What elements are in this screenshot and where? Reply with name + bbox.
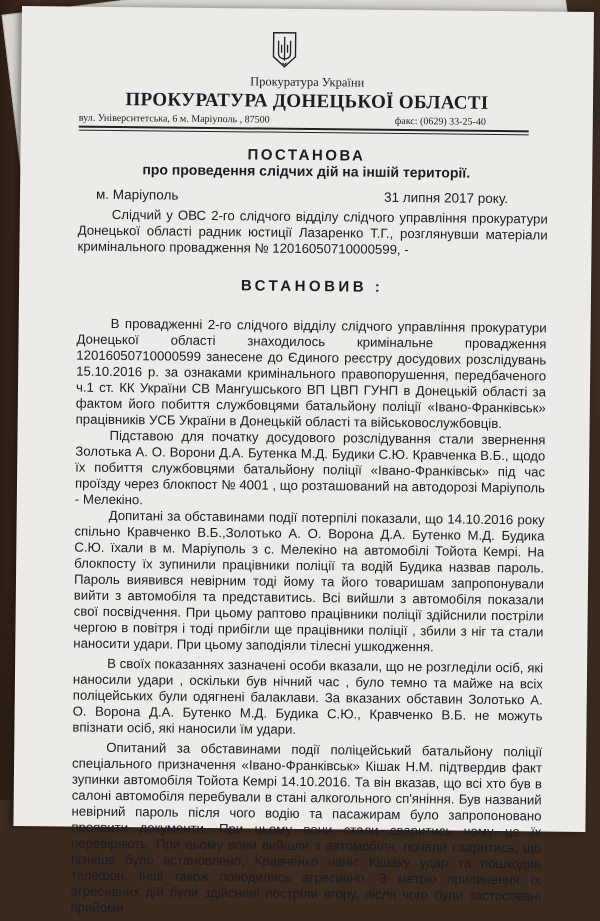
trident-emblem-icon (271, 31, 297, 69)
paragraph: Опитаний за обставинами події поліцейський батальйону поліції спеціального призначення «Івано-Франківськ» Кішак Н.М. підтвердив факт зупинки автомобіля Тойота Кемрі 14.10.2016. Та він вказав, що всі хто був в салоні автомобіля перебували в стані алкогольного сп'яніння. Був названий невірний пароль після чого водію та пасажирам було запропоновано проявити документи. При цьому вони стали сваритись чому це їх перевіряють. При цьому вони вийшли з автомобіля, почали сваритись, що пізніше було встановлено, Кравченко наніс Кішаку удар та пошкодив телефон. Інші також поводились агресивно. З метою припинення їх агресивних дій були здійснені постріли вгору, після чого були застосовані прийоми (70, 739, 543, 916)
paragraph: В своїх показаннях зазначені особи вказали, що не розгледіли осіб, які наносили удари , оскільки був нічний час , було темно та майже на всіх поліцейських були одягнені балаклави. За вказаних обставин Золотько А. О. Ворона Д.А. Бутенко М.Д. Будика С.Ю., Кравченко В.Б. не можуть впізнати осіб, які наносили їм удари. (72, 655, 544, 737)
established-heading: ВСТАНОВИВ : (240, 277, 384, 296)
paragraph: В провадженні 2-го слідчого відділу слідчого управління прокуратури Донецької області знаходилось кримінальне провадження 12016050710000599 занесене до Єдиного реєстру досудових розслідувань 15.10.2016 р. за ознаками кримінального правопорушення, передбаченого ч.1 ст. КК України СВ Мангушського ВП ЦВП ГУНП в Донецькій області за фактом його побиття службовцями батальйону поліції «Івано-Франківськ» працівників УСБ України в Донецькій області та військовослужбовців. (75, 315, 547, 432)
office-name: ПРОКУРАТУРА ДОНЕЦЬКОЇ ОБЛАСТІ (125, 89, 489, 114)
document-place: м. Маріуполь (95, 186, 179, 203)
office-line: Прокуратура України (250, 74, 365, 90)
office-fax: факс: (0629) 33-25-40 (394, 115, 486, 128)
document-body (70, 207, 547, 921)
paragraph: Допитані за обставинами події потерпілі показали, що 14.10.2016 року спільно Кравченко В.Б.,Золотько А. О. Ворона Д.А. Бутенко М.Д. Будика С.Ю. їхали в м. Маріуполь з с. Мелекіно на автомобілі Тойота Кемрі. На блокпосту їх зупинили працівники поліції та водій Будика назвав пароль. Пароль виявився невірним тоді йому та його товаришам запропонували вийти з автомобіля та представитись. Всі вийшли з автомобіля показали свої посвідчення. При цьому раптово працівники поліції здійснили постріли чергою в повітря і тоді прибігли ще працівники поліції , збили з ніг та стали наносити удари. При цьому заподіяли тілесні ушкодження. (73, 507, 545, 655)
document-page (13, 6, 594, 916)
document-date: 31 липня 2017 року. (383, 189, 509, 207)
office-address: вул. Університетська, 6 м. Маріуполь , 87500 (78, 112, 270, 126)
paragraph: Підставою для початку досудового розслідування стали звернення Золотька А. О. Ворони Д.А. Бутенка М.Д. Будики С.Ю. Кравченка В.Б., щодо їх побиття службовцями батальйону поліції «Івано-Франківськ» під час проїзду через блокпост № 4001 , що розташований на автодорозі Маріуполь - Мелекіно. (74, 427, 546, 508)
document-title: ПОСТАНОВА (247, 146, 366, 165)
document-subtitle: про проведення слідчих дій на іншій території. (142, 161, 471, 181)
intro-paragraph: Слідчий у ОВС 2-го слідчого відділу слідчого управління прокуратури Донецької області радник юстиції Лазаренко Т.Г., розглянувши матеріали кримінального провадження № 12016050710000599, - (77, 206, 548, 258)
